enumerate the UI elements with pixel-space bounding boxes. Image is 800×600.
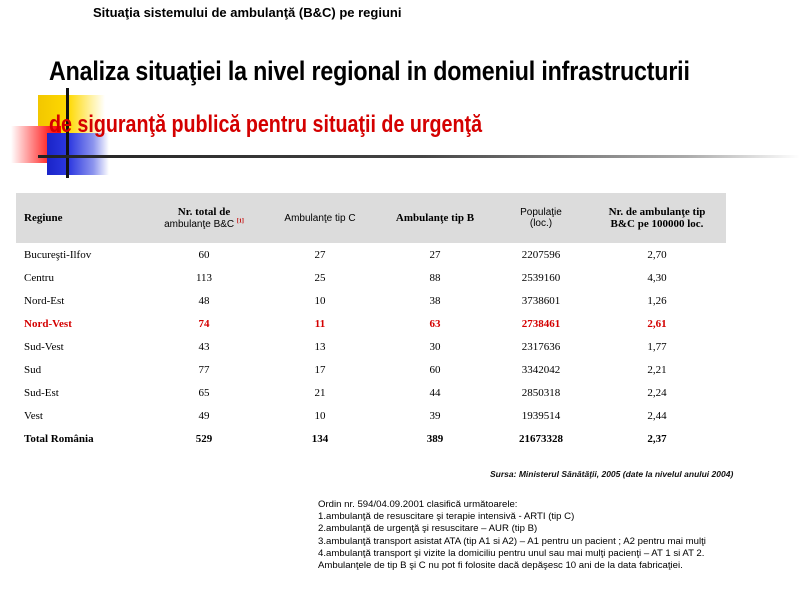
header-total-line2: ambulanţe B&C xyxy=(164,219,235,230)
blue-square-decoration xyxy=(47,133,109,175)
cell-region: Nord-Vest xyxy=(24,317,72,330)
cell-per-100k: 1,77 xyxy=(647,340,667,353)
cell-total: 60 xyxy=(198,248,210,261)
note-line: 2.ambulanţă de urgenţă şi resuscitare – AUR (tip B) xyxy=(318,523,538,535)
cell-per-100k: 2,21 xyxy=(647,363,667,376)
cell-total: 65 xyxy=(198,386,210,399)
cell-population: 2738461 xyxy=(521,317,561,330)
note-line: 1.ambulanţă de resuscitare şi terapie intensivă - ARTI (tip C) xyxy=(318,511,575,523)
header-per-100k-line1: Nr. de ambulanţe tip xyxy=(608,206,706,218)
table-row xyxy=(16,381,726,404)
cell-per-100k: 2,61 xyxy=(647,317,667,330)
cell-type-c: 27 xyxy=(314,248,326,261)
header-total xyxy=(144,193,264,243)
cell-total: 49 xyxy=(198,409,210,422)
table-header-row xyxy=(16,193,726,243)
cell-type-b: 63 xyxy=(429,317,441,330)
cell-region: Total România xyxy=(24,432,94,445)
note-line: 3.ambulanţă transport asistat ATA (tip A1 si A2) – A1 pentru un pacient ; A2 pentru mai mulţi xyxy=(318,535,706,547)
header-type-b: Ambulanţe tip B xyxy=(376,193,494,243)
cell-type-c: 11 xyxy=(314,317,326,330)
header-type-c: Ambulanţe tip C xyxy=(264,193,376,243)
cell-region: Sud-Est xyxy=(24,386,59,399)
note-line: Ambulanţele de tip B şi C nu pot fi folosite dacă depăşesc 10 ani de la data fabricaţiei. xyxy=(318,560,683,572)
cell-total: 113 xyxy=(195,271,213,284)
cell-type-c: 10 xyxy=(314,294,326,307)
cell-population: 1939514 xyxy=(521,409,561,422)
header-population-line2: (loc.) xyxy=(529,218,553,229)
page-title: Analiza situaţiei la nivel regional in domeniul infrastructurii xyxy=(49,56,690,86)
header-per-100k-line2: B&C pe 100000 loc. xyxy=(610,218,704,230)
table-row xyxy=(16,243,726,266)
top-caption: Situaţia sistemului de ambulanţă (B&C) pe regiuni xyxy=(93,5,402,20)
table-row xyxy=(16,289,726,312)
cell-region: Nord-Est xyxy=(24,294,65,307)
table-row xyxy=(16,404,726,427)
header-region: Regiune xyxy=(16,193,144,243)
cell-type-b: 30 xyxy=(429,340,441,353)
table-row-highlighted xyxy=(16,312,726,335)
cell-total: 48 xyxy=(198,294,210,307)
ambulance-table xyxy=(16,193,726,450)
table-body xyxy=(16,243,726,450)
cell-population: 2850318 xyxy=(521,386,561,399)
cell-type-b: 44 xyxy=(429,386,441,399)
table-row xyxy=(16,266,726,289)
cell-per-100k: 2,37 xyxy=(647,432,667,445)
cell-region: Bucureşti-Ilfov xyxy=(24,248,92,261)
cell-type-c: 134 xyxy=(311,432,329,445)
source-note: Sursa: Ministerul Sănătăţii, 2005 (date la nivelul anului 2004) xyxy=(490,469,734,479)
classification-notes xyxy=(318,499,706,572)
cell-type-c: 17 xyxy=(314,363,326,376)
cell-type-c: 10 xyxy=(314,409,326,422)
cell-per-100k: 2,70 xyxy=(647,248,667,261)
table-row xyxy=(16,358,726,381)
cell-type-b: 389 xyxy=(426,432,444,445)
cell-type-b: 38 xyxy=(429,294,441,307)
cell-type-b: 39 xyxy=(429,409,441,422)
cell-type-b: 27 xyxy=(429,248,441,261)
cell-total: 77 xyxy=(198,363,210,376)
cell-region: Sud-Vest xyxy=(24,340,64,353)
cell-type-c: 21 xyxy=(314,386,326,399)
cell-type-c: 13 xyxy=(314,340,326,353)
cell-total: 74 xyxy=(198,317,210,330)
header-population-line1: Populaţie xyxy=(520,207,562,218)
header-total-line1: Nr. total de xyxy=(177,206,231,218)
cell-per-100k: 4,30 xyxy=(647,271,667,284)
cell-type-c: 25 xyxy=(314,271,326,284)
cell-population: 3342042 xyxy=(521,363,561,376)
header-per-100k xyxy=(588,193,726,243)
footnote-marker: [1] xyxy=(236,218,244,225)
header-population xyxy=(494,193,588,243)
note-line: 4.ambulanţă transport şi vizite la domiciliu pentru unul sau mai mulţi pacienţi – AT 1 si AT 2. xyxy=(318,547,705,559)
cell-population: 2539160 xyxy=(521,271,561,284)
cell-per-100k: 1,26 xyxy=(647,294,667,307)
page-subtitle: de siguranţă publică pentru situaţii de urgenţă xyxy=(49,111,483,138)
cell-per-100k: 2,44 xyxy=(647,409,667,422)
cell-population: 3738601 xyxy=(521,294,561,307)
cell-region: Vest xyxy=(24,409,43,422)
cell-population: 21673328 xyxy=(519,432,563,445)
cell-per-100k: 2,24 xyxy=(647,386,667,399)
cell-region: Centru xyxy=(24,271,54,284)
horizontal-divider-line xyxy=(38,155,800,158)
note-line: Ordin nr. 594/04.09.2001 clasifică următoarele: xyxy=(318,499,518,510)
cell-type-b: 60 xyxy=(429,363,441,376)
table-total-row xyxy=(16,427,726,450)
cell-population: 2317636 xyxy=(521,340,561,353)
cell-type-b: 88 xyxy=(429,271,441,284)
cell-total: 43 xyxy=(198,340,210,353)
cell-population: 2207596 xyxy=(521,248,561,261)
cell-region: Sud xyxy=(24,363,42,376)
table-row xyxy=(16,335,726,358)
cell-total: 529 xyxy=(195,432,213,445)
